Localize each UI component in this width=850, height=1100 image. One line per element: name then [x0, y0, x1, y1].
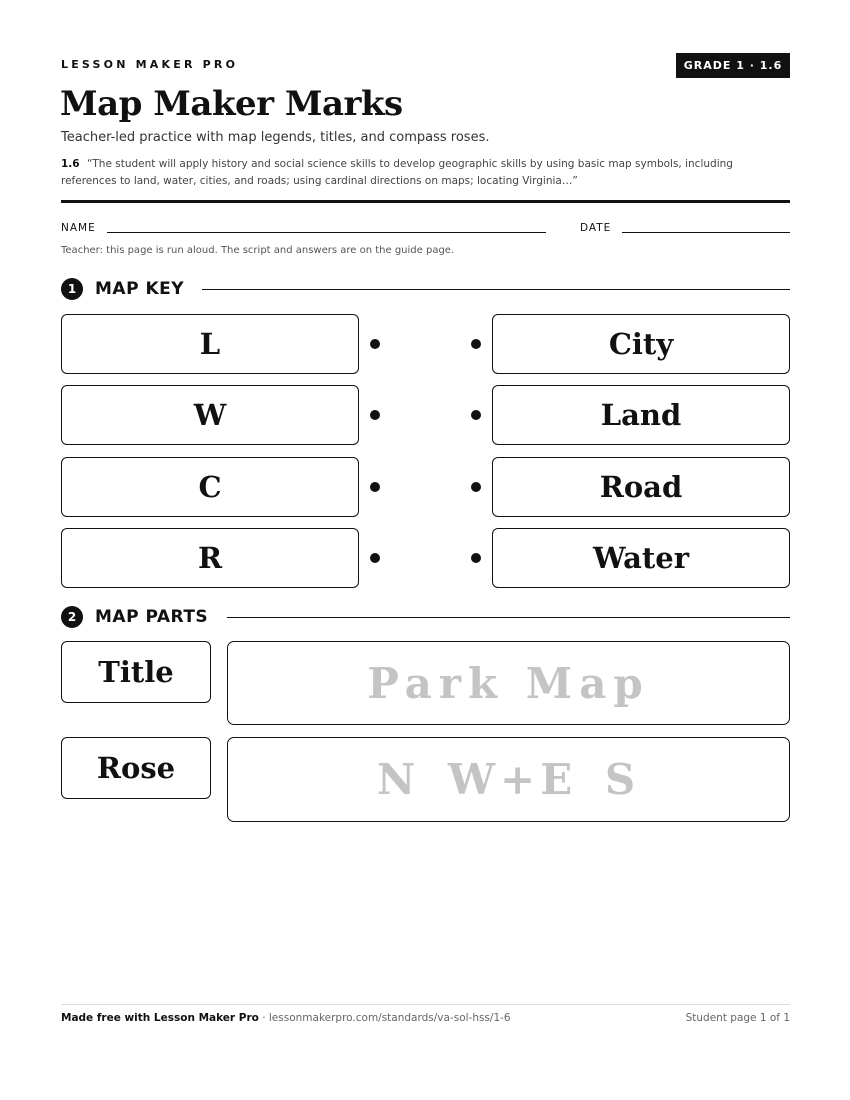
map-key-symbol-box: R: [61, 528, 359, 588]
teacher-note: Teacher: this page is run aloud. The script and answers are on the guide page.: [61, 245, 455, 256]
section-rule: [202, 289, 790, 290]
brand-name: LESSON MAKER PRO: [61, 58, 239, 71]
page-subtitle: Teacher-led practice with map legends, titles, and compass roses.: [61, 130, 490, 145]
match-dot[interactable]: [471, 553, 481, 563]
footer-url[interactable]: · lessonmakerpro.com/standards/va-sol-hss/1-6: [262, 1012, 511, 1024]
map-key-word-box: Road: [492, 457, 790, 517]
section-title: MAP KEY: [95, 279, 185, 299]
standard-text: [61, 156, 781, 190]
map-key-word-box: Land: [492, 385, 790, 445]
section-number-badge: 2: [61, 606, 83, 628]
section-title: MAP PARTS: [95, 607, 209, 627]
match-dot[interactable]: [370, 410, 380, 420]
standard-code: 1.6: [61, 158, 80, 170]
section-map-key-header: [61, 278, 790, 302]
footer-made-with: Made free with Lesson Maker Pro: [61, 1012, 259, 1024]
match-dot[interactable]: [471, 339, 481, 349]
section-map-parts-header: [61, 606, 790, 630]
standard-quote: “The student will apply history and social science skills to develop geographic skills by using basic map symbols, including references to land, water, cities, and roads; using cardinal directions on maps; locating Virginia…”: [61, 158, 733, 187]
map-key-symbol-box: C: [61, 457, 359, 517]
map-part-label-box: Rose: [61, 737, 211, 799]
map-part-trace-box[interactable]: N W+E S: [227, 737, 790, 822]
header-divider: [61, 200, 790, 203]
footer-page-number: Student page 1 of 1: [685, 1012, 790, 1024]
match-dot[interactable]: [370, 553, 380, 563]
name-line[interactable]: [107, 232, 546, 233]
map-key-symbol-box: W: [61, 385, 359, 445]
match-dot[interactable]: [471, 482, 481, 492]
map-part-trace-box[interactable]: Park Map: [227, 641, 790, 725]
name-label: NAME: [61, 222, 96, 234]
map-part-label-box: Title: [61, 641, 211, 703]
section-rule: [227, 617, 790, 618]
footer-credit: [61, 1012, 511, 1024]
footer-divider: [61, 1004, 790, 1005]
match-dot[interactable]: [370, 482, 380, 492]
map-key-symbol-box: L: [61, 314, 359, 374]
page-title: Map Maker Marks: [60, 84, 403, 124]
date-line[interactable]: [622, 232, 790, 233]
map-key-word-box: Water: [492, 528, 790, 588]
map-key-word-box: City: [492, 314, 790, 374]
match-dot[interactable]: [471, 410, 481, 420]
match-dot[interactable]: [370, 339, 380, 349]
date-label: DATE: [580, 222, 612, 234]
grade-badge: GRADE 1 · 1.6: [676, 53, 790, 78]
section-number-badge: 1: [61, 278, 83, 300]
